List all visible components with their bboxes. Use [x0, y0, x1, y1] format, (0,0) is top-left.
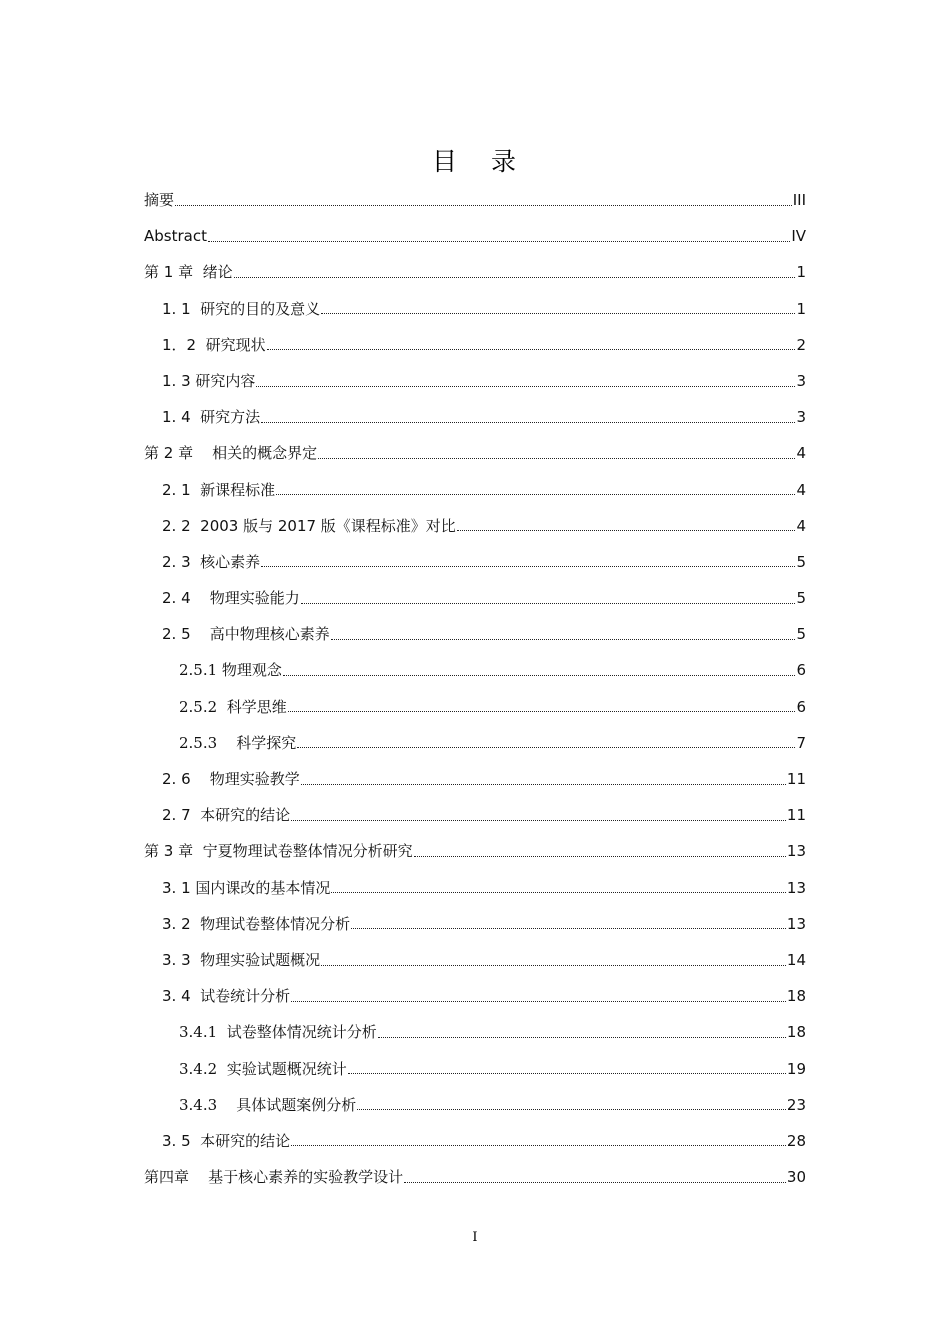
toc-entry-label: 1. 1 研究的目的及意义 — [162, 299, 321, 318]
dot-leader — [404, 1182, 786, 1183]
toc-entry[interactable] — [144, 1159, 806, 1195]
toc-entry-page-number: 6 — [796, 697, 806, 716]
dot-leader — [234, 277, 796, 278]
toc-entry-page-number: 7 — [796, 733, 806, 752]
toc-title-part1: 目 — [431, 147, 459, 176]
dot-leader — [414, 856, 786, 857]
toc-entry-label: 1．2 研究现状 — [162, 335, 266, 354]
toc-entry[interactable] — [144, 725, 806, 761]
dot-leader — [267, 349, 796, 350]
toc-entry-label: 2.5.3 科学探究 — [179, 733, 297, 752]
toc-entry-label: 1. 3 研究内容 — [162, 371, 256, 390]
dot-leader — [301, 603, 796, 604]
toc-title — [0, 142, 950, 178]
toc-entry-page-number: III — [792, 191, 806, 209]
toc-entry[interactable] — [144, 652, 806, 688]
toc-entry[interactable] — [144, 1014, 806, 1050]
toc-entry-label: 2. 4 物理实验能力 — [162, 589, 300, 608]
dot-leader — [291, 1145, 786, 1146]
toc-entry-page-number: 4 — [796, 480, 806, 499]
toc-entry-label: 2.5.2 科学思维 — [179, 697, 287, 716]
toc-entry[interactable] — [144, 797, 806, 833]
toc-entry-page-number: 13 — [786, 878, 806, 897]
toc-entry-label: 3. 2 物理试卷整体情况分析 — [162, 914, 351, 933]
toc-entry[interactable] — [144, 870, 806, 906]
toc-entry-page-number: 1 — [796, 299, 806, 318]
toc-entry[interactable] — [144, 182, 806, 218]
toc-entry[interactable] — [144, 254, 806, 290]
dot-leader — [348, 1073, 786, 1074]
toc-entry[interactable] — [144, 1123, 806, 1159]
toc-entry-page-number: 4 — [796, 516, 806, 535]
dot-leader — [321, 965, 786, 966]
toc-entry-label: 3. 3 物理实验试题概况 — [162, 950, 321, 969]
dot-leader — [208, 241, 790, 242]
toc-entry-page-number: 14 — [786, 950, 806, 969]
toc-entry[interactable] — [144, 616, 806, 652]
dot-leader — [175, 205, 792, 206]
toc-entry-label: 3.4.1 试卷整体情况统计分析 — [179, 1023, 377, 1042]
toc-entry-page-number: 23 — [786, 1095, 806, 1114]
toc-entry-page-number: 13 — [786, 842, 806, 861]
toc-entry-label: 2. 5 高中物理核心素养 — [162, 625, 330, 644]
page-number-footer: I — [472, 1230, 478, 1245]
toc-entry-page-number: 18 — [786, 987, 806, 1006]
toc-entry-label: 第四章 基于核心素养的实验教学设计 — [144, 1168, 404, 1187]
dot-leader — [288, 711, 796, 712]
toc-entry-label: 第 2 章 相关的概念界定 — [144, 444, 318, 463]
toc-entry-label: 2. 1 新课程标准 — [162, 480, 276, 499]
dot-leader — [276, 494, 795, 495]
dot-leader — [297, 747, 795, 748]
toc-entry[interactable] — [144, 1051, 806, 1087]
dot-leader — [357, 1109, 786, 1110]
table-of-contents — [144, 182, 806, 1195]
toc-entry[interactable] — [144, 291, 806, 327]
toc-entry-page-number: 6 — [796, 661, 806, 680]
toc-entry-page-number: 5 — [796, 589, 806, 608]
toc-entry[interactable] — [144, 978, 806, 1014]
toc-entry[interactable] — [144, 1087, 806, 1123]
toc-entry-label: 3. 5 本研究的结论 — [162, 1131, 291, 1150]
toc-entry-page-number: 18 — [786, 1023, 806, 1042]
toc-entry[interactable] — [144, 472, 806, 508]
toc-entry-label: 1. 4 研究方法 — [162, 408, 261, 427]
toc-entry-label: 3. 1 国内课改的基本情况 — [162, 878, 331, 897]
toc-entry-page-number: 30 — [786, 1168, 806, 1187]
toc-entry[interactable] — [144, 580, 806, 616]
dot-leader — [321, 313, 795, 314]
dot-leader — [351, 928, 786, 929]
dot-leader — [261, 422, 795, 423]
toc-entry-label: 第 1 章 绪论 — [144, 263, 233, 282]
toc-entry-page-number: 13 — [786, 914, 806, 933]
toc-entry[interactable] — [144, 544, 806, 580]
dot-leader — [261, 566, 795, 567]
dot-leader — [318, 458, 795, 459]
toc-entry-label: 2. 3 核心素养 — [162, 552, 261, 571]
toc-entry-page-number: 28 — [786, 1131, 806, 1150]
toc-entry[interactable] — [144, 942, 806, 978]
toc-entry[interactable] — [144, 218, 806, 254]
toc-entry[interactable] — [144, 399, 806, 435]
toc-entry-page-number: 3 — [796, 408, 806, 427]
toc-entry-label: 3.4.3 具体试题案例分析 — [179, 1095, 357, 1114]
toc-title-part2: 录 — [491, 147, 519, 176]
toc-entry-label: 2. 2 2003 版与 2017 版《课程标准》对比 — [162, 516, 456, 535]
dot-leader — [256, 386, 795, 387]
dot-leader — [291, 820, 786, 821]
toc-entry-page-number: 1 — [796, 263, 806, 282]
toc-entry-page-number: 19 — [786, 1059, 806, 1078]
dot-leader — [331, 892, 786, 893]
toc-entry[interactable] — [144, 435, 806, 471]
dot-leader — [283, 675, 796, 676]
toc-entry[interactable] — [144, 761, 806, 797]
toc-entry[interactable] — [144, 689, 806, 725]
toc-entry-page-number: 5 — [796, 552, 806, 571]
toc-entry[interactable] — [144, 327, 806, 363]
toc-entry-page-number: 11 — [786, 770, 806, 788]
toc-entry-page-number: 5 — [796, 625, 806, 644]
dot-leader — [331, 639, 796, 640]
toc-entry-page-number: IV — [791, 227, 806, 246]
toc-entry-label: Abstract — [144, 227, 207, 246]
dot-leader — [457, 530, 796, 531]
toc-entry[interactable] — [144, 508, 806, 544]
toc-entry-label: 第 3 章 宁夏物理试卷整体情况分析研究 — [144, 842, 413, 861]
toc-entry-page-number: 2 — [796, 335, 806, 354]
toc-entry-page-number: 3 — [796, 371, 806, 390]
dot-leader — [301, 784, 786, 785]
toc-entry[interactable] — [144, 833, 806, 869]
toc-entry[interactable] — [144, 906, 806, 942]
toc-entry-label: 2. 7 本研究的结论 — [162, 806, 291, 825]
dot-leader — [291, 1001, 786, 1002]
toc-entry-label: 2.5.1 物理观念 — [179, 661, 282, 680]
toc-entry-label: 摘要 — [144, 191, 175, 209]
toc-entry-label: 3.4.2 实验试题概况统计 — [179, 1059, 347, 1078]
toc-entry-page-number: 11 — [786, 806, 806, 825]
dot-leader — [378, 1037, 786, 1038]
toc-entry-label: 2. 6 物理实验教学 — [162, 770, 300, 788]
toc-entry-label: 3. 4 试卷统计分析 — [162, 987, 291, 1006]
toc-entry[interactable] — [144, 363, 806, 399]
toc-entry-page-number: 4 — [796, 444, 806, 463]
